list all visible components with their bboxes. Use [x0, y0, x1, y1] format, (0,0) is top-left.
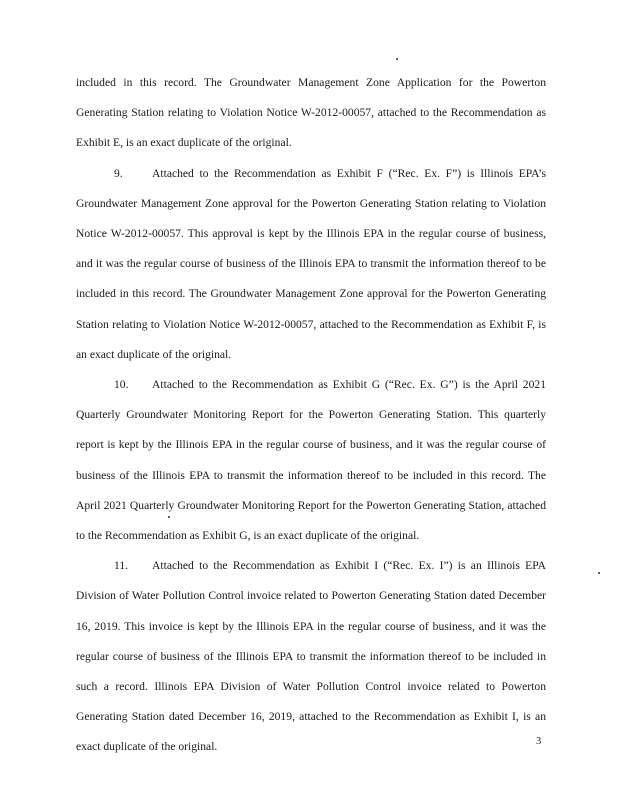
paragraph-number: 9. — [114, 166, 123, 180]
page-number: 3 — [536, 736, 542, 747]
paragraph-number: 11. — [114, 559, 129, 573]
continuation-paragraph: included in this record. The Groundwater Management Zone Application for the Powerton Generating Station relating to Violation Notice W-2012-00057, attached to the Recommendation as Exhibit E, is an exact duplicate of the original. — [76, 76, 546, 150]
paragraph-9 — [76, 159, 546, 370]
scan-speck — [396, 58, 398, 60]
paragraph-number: 10. — [114, 378, 129, 392]
paragraph-text: Attached to the Recommendation as Exhibit G (“Rec. Ex. G”) is the April 2021 Quarterly Groundwater Monitoring Report for the Powerton Generating Station. This quarterly report is kept by the Illinois EPA in the regular course of business, and it was the regular course of business of the Illinois EPA to transmit the information thereof to be included in this record. The April 2021 Quarterly Groundwater Monitoring Report for the Powerton Generating Station, attached to the Recommendation as Exhibit G, is an exact duplicate of the original. — [76, 378, 546, 543]
scan-speck — [598, 572, 600, 574]
paragraph-11 — [76, 551, 546, 762]
document-body — [76, 68, 546, 763]
paragraph-text: Attached to the Recommendation as Exhibit I (“Rec. Ex. I”) is an Illinois EPA Division of Water Pollution Control invoice related to Powerton Generating Station dated December 16, 2019. This invoice is kept by the Illinois EPA in the regular course of business, and it was the regular course of business of the Illinois EPA to transmit the information thereof to be included in such a record. Illinois EPA Division of Water Pollution Control invoice related to Powerton Generating Station dated December 16, 2019, attached to the Recommendation as Exhibit I, is an exact duplicate of the original. — [76, 559, 546, 754]
paragraph-10 — [76, 370, 546, 551]
paragraph-text: Attached to the Recommendation as Exhibit F (“Rec. Ex. F”) is Illinois EPA’s Groundwater Management Zone approval for the Powerton Generating Station relating to Violation Notice W-2012-00057. This approval is kept by the Illinois EPA in the regular course of business, and it was the regular course of business of the Illinois EPA to transmit the information thereof to be included in this record. The Groundwater Management Zone approval for the Powerton Generating Station relating to Violation Notice W-2012-00057, attached to the Recommendation as Exhibit F, is an exact duplicate of the original. — [76, 166, 546, 361]
